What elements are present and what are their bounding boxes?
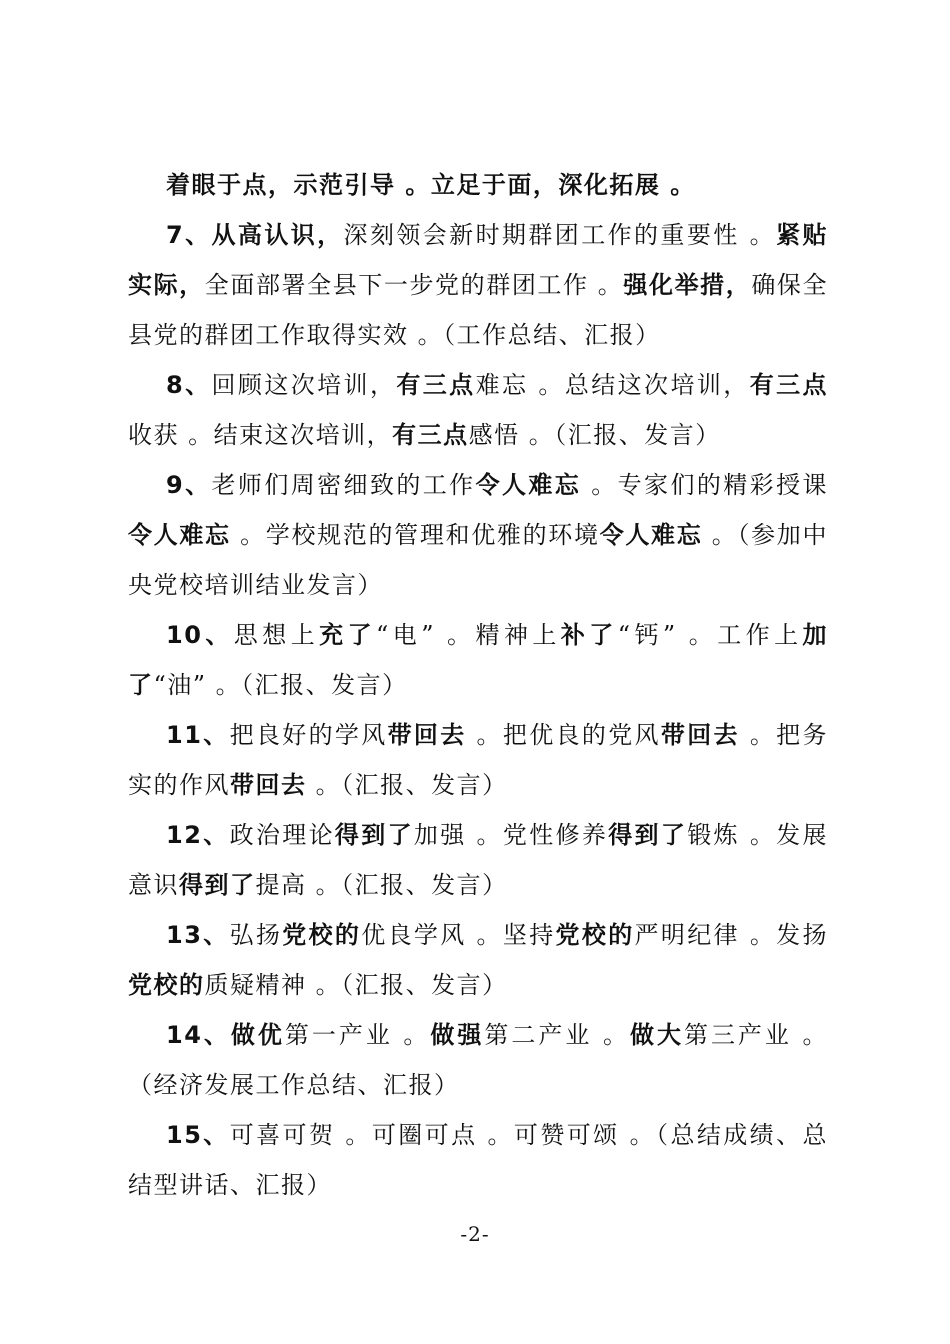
document-body [128,160,828,1210]
bold-phrase: 从高认识， [211,221,344,249]
page-number: -2- [460,1222,490,1246]
paragraph-p14 [128,1010,828,1110]
text-run: 老师们周密细致的工作 [211,471,476,499]
bold-phrase: 15、 [166,1121,230,1149]
text-run: 。专家们的精彩授课 [581,471,828,499]
text-run: 第二产业 。 [484,1021,630,1049]
text-run: 。把优良的党风 [466,721,661,749]
bold-phrase: 党校的 [128,971,205,999]
bold-phrase: 带回去 [387,721,467,749]
text-run: 深刻领会新时期群团工作的重要性 。 [343,221,777,249]
bold-phrase: 有三点 [396,371,476,399]
bold-phrase: 得到了 [608,821,688,849]
bold-phrase: 补了 [560,621,618,649]
bold-phrase: 着眼于点，示范引导 。立足于面，深化拓展 。 [166,171,696,199]
text-run: 加强 。党性修养 [413,821,609,849]
paragraph-p8 [128,360,828,460]
text-run: 。学校规范的管理和优雅的环境 [230,521,600,549]
bold-phrase: 加了 [128,621,829,699]
bold-phrase: 强化举措， [623,271,752,299]
bold-phrase: 有三点 [392,421,469,449]
bold-phrase: 带回去 [230,771,307,799]
bold-phrase: 紧贴实际， [128,221,828,299]
text-run: 把良好的学风 [229,721,388,749]
text-run: 第三产业 。（经济发展工作总结、汇报） [128,1021,829,1099]
text-run: 提高 。（汇报、发言） [255,871,508,899]
paragraph-p10 [128,610,828,710]
bold-phrase: 10、 [166,621,234,649]
paragraph-p12 [128,810,828,910]
bold-phrase: 充了 [319,621,377,649]
paragraph-p13 [128,910,828,1010]
text-run: 回顾这次培训， [211,371,397,399]
bold-phrase: 得到了 [179,871,256,899]
bold-phrase: 党校的 [282,921,362,949]
text-run: 质疑精神 。（汇报、发言） [204,971,508,999]
text-run: “电” 。精神上 [376,621,561,649]
paragraph-p6-tail [128,160,828,210]
text-run: 思想上 [233,621,320,649]
text-run: 难忘 。总结这次培训， [475,371,750,399]
text-run: 。（参加中央党校培训结业发言） [128,521,828,599]
bold-phrase: 令人难忘 [599,521,703,549]
bold-phrase: 令人难忘 [128,521,231,549]
text-run: 锻炼 。发展意识 [128,821,829,899]
bold-phrase: 党校的 [555,921,635,949]
text-run: 优良学风 。坚持 [361,921,556,949]
bold-phrase: 得到了 [334,821,414,849]
bold-phrase: 做大 [629,1021,684,1049]
bold-phrase: 14、 [166,1021,231,1049]
paragraph-p9 [128,460,828,610]
text-run: 全面部署全县下一步党的群团工作 。 [204,271,624,299]
bold-phrase: 令人难忘 [475,471,582,499]
text-run: 确保全县党的群团工作取得实效 。（工作总结、汇报） [128,271,829,349]
bold-phrase: 有三点 [749,371,828,399]
paragraph-p7 [128,210,828,360]
bold-phrase: 12、 [166,821,230,849]
bold-phrase: 做优 [230,1021,285,1049]
text-run: 第一产业 。 [284,1021,431,1049]
bold-phrase: 做强 [430,1021,485,1049]
text-run: “钙” 。工作上 [617,621,803,649]
text-run: 弘扬 [229,921,283,949]
text-run: 。（汇报、发言） [306,771,508,799]
paragraph-p15 [128,1110,828,1210]
text-run: 感悟 。（汇报、发言） [468,421,721,449]
text-run: 政治理论 [229,821,335,849]
text-run: 严明纪律 。发扬 [634,921,829,949]
bold-phrase: 带回去 [660,721,740,749]
bold-phrase: 8、 [166,371,212,399]
text-run: 可喜可贺 。可圈可点 。可赞可颂 。（总结成绩、总结型讲话、汇报） [128,1121,828,1199]
text-run: 。把务实的作风 [128,721,829,799]
bold-phrase: 7、 [166,221,212,249]
paragraph-p11 [128,710,828,810]
bold-phrase: 13、 [166,921,230,949]
bold-phrase: 9、 [166,471,212,499]
bold-phrase: 11、 [166,721,230,749]
text-run: “油” 。（汇报、发言） [153,671,408,699]
text-run: 收获 。结束这次培训， [128,421,393,449]
